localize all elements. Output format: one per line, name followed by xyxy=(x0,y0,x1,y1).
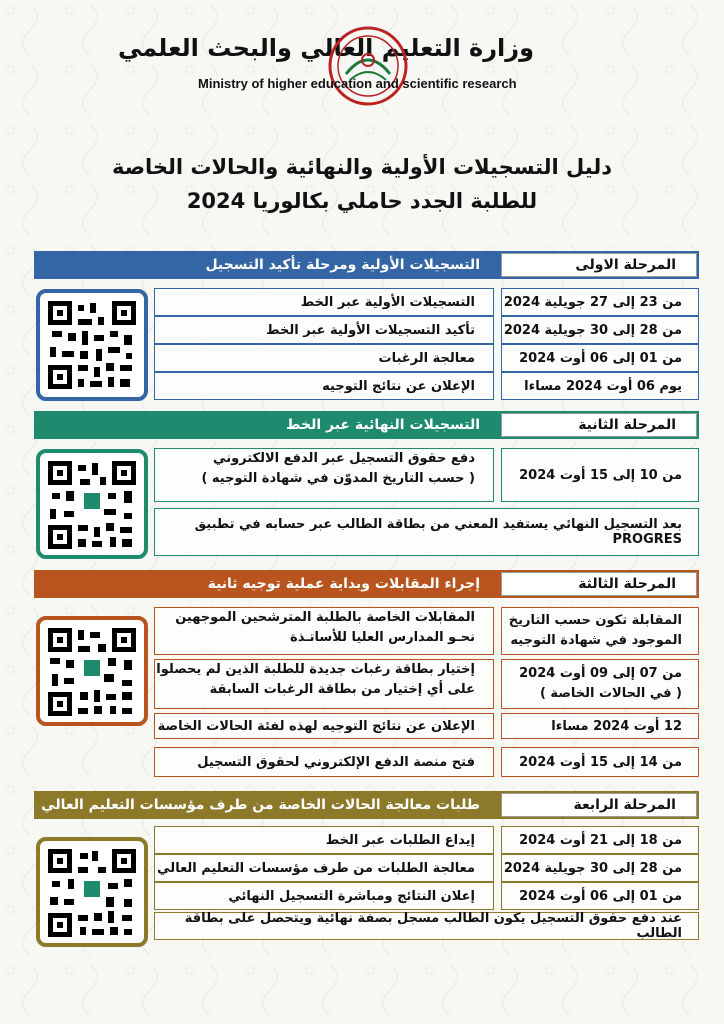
stage-3-row-2 xyxy=(154,659,699,709)
row-description-line-1: إختيار بطاقة رغبات جديدة للطلبة الذين لم يحصلوا xyxy=(156,662,475,677)
row-date: من 28 إلى 30 جويلية 2024 xyxy=(501,854,699,882)
qr-icon xyxy=(48,461,136,549)
row-date: 12 أوت 2024 مساءا xyxy=(501,713,699,739)
stage-3-name: المرحلة الثالثة xyxy=(501,572,697,596)
stage-2-heading: التسجيلات النهائية عبر الخط xyxy=(286,417,480,433)
row-description: معالجة الطلبات من طرف مؤسسات التعليم العالي xyxy=(154,854,494,882)
row-description-line-1: المقابلات الخاصة بالطلبة المترشحين الموجهين xyxy=(175,610,475,625)
stage-2-row-1 xyxy=(154,448,699,502)
stage-4-qr-code[interactable] xyxy=(36,837,148,947)
row-description-line-2: على أي إختيار من بطاقة الرغبات السابقة xyxy=(209,682,475,697)
stage-1-row-4 xyxy=(154,372,699,400)
stage-4-note xyxy=(154,912,699,940)
stage-4-name: المرحلة الرابعة xyxy=(501,793,697,817)
row-date-line-2: الموجود في شهادة التوجيه xyxy=(510,633,682,648)
row-description: إعلان النتائج ومباشرة التسجيل النهائي xyxy=(154,882,494,910)
row-description: التسجيلات الأولية عبر الخط xyxy=(154,288,494,316)
stage-4-row-1 xyxy=(154,826,699,854)
row-date: يوم 06 أوت 2024 مساءا xyxy=(501,372,699,400)
row-date xyxy=(501,659,699,709)
row-description-line-2: ( حسب التاريخ المدوّن في شهادة التوجيه ) xyxy=(201,471,475,486)
stage-4-header xyxy=(34,791,699,819)
row-date: من 14 إلى 15 أوت 2024 xyxy=(501,747,699,777)
row-description: الإعلان عن نتائج التوجيه xyxy=(154,372,494,400)
stage-4-row-3 xyxy=(154,882,699,910)
row-date: من 18 إلى 21 أوت 2024 xyxy=(501,826,699,854)
qr-icon xyxy=(48,628,136,716)
stage-2 xyxy=(34,411,699,561)
ministry-header xyxy=(0,18,724,98)
stage-1-row-1 xyxy=(154,288,699,316)
stage-3-heading: إجراء المقابلات وبداية عملية توجيه ثانية xyxy=(207,576,480,592)
row-description-line-2: نحـو المدارس العليا للأساتـذة xyxy=(290,630,475,645)
stage-3-header xyxy=(34,570,699,598)
ministry-name-english: Ministry of higher education and scientific research xyxy=(198,76,517,91)
row-description-line-1: دفع حقوق التسجيل عبر الدفع الالكتروني xyxy=(213,451,475,466)
row-description xyxy=(154,448,494,502)
stage-3 xyxy=(34,570,699,780)
ministry-logo-icon xyxy=(326,24,410,108)
row-description: فتح منصة الدفع الإلكتروني لحقوق التسجيل xyxy=(154,747,494,777)
row-date: من 01 إلى 06 أوت 2024 xyxy=(501,882,699,910)
stage-1-qr-code[interactable] xyxy=(36,289,148,401)
row-description: الإعلان عن نتائج التوجيه لهذه لفئة الحالات الخاصة xyxy=(154,713,494,739)
stage-3-row-1 xyxy=(154,607,699,655)
stage-2-note xyxy=(154,508,699,556)
title-line-2: للطلبة الجدد حاملي بكالوريا 2024 xyxy=(186,189,538,213)
stage-3-qr-code[interactable] xyxy=(36,616,148,726)
stage-1 xyxy=(34,251,699,401)
row-date: من 28 إلى 30 جويلية 2024 xyxy=(501,316,699,344)
stage-2-header xyxy=(34,411,699,439)
stage-1-header xyxy=(34,251,699,279)
stage-1-row-2 xyxy=(154,316,699,344)
row-description: إيداع الطلبات عبر الخط xyxy=(154,826,494,854)
stage-2-note-text: بعد التسجيل النهائي يستفيد المعني من بطاقة الطالب عبر حسابه في تطبيق PROGRES xyxy=(154,508,699,556)
ministry-name-arabic: وزارة التعليم العالي والبحث العلمي xyxy=(117,34,534,62)
stage-2-name: المرحلة الثانية xyxy=(501,413,697,437)
row-date-line-1: المقابلة تكون حسب التاريخ xyxy=(508,613,682,628)
row-date xyxy=(501,607,699,655)
title-line-1: دليل التسجيلات الأولية والنهائية والحالات الخاصة xyxy=(111,155,613,179)
row-description: تأكيد التسجيلات الأولية عبر الخط xyxy=(154,316,494,344)
stage-4-row-2 xyxy=(154,854,699,882)
stage-1-name: المرحلة الاولى xyxy=(501,253,697,277)
stage-1-heading: التسجيلات الأولية ومرحلة تأكيد التسجيل xyxy=(205,257,480,273)
row-date: من 23 إلى 27 جويلية 2024 xyxy=(501,288,699,316)
row-date-line-2: ( في الحالات الخاصة ) xyxy=(539,686,682,701)
stage-4-note-text: عند دفع حقوق التسجيل يكون الطالب مسجل بصفة نهائية ويتحصل على بطاقة الطالب xyxy=(154,912,699,940)
stage-4-heading: طلبات معالجة الحالات الخاصة من طرف مؤسسات التعليم العالي xyxy=(41,797,480,813)
stage-1-row-3 xyxy=(154,344,699,372)
stage-3-row-4 xyxy=(154,747,699,777)
stage-4 xyxy=(34,791,699,951)
row-date: من 01 إلى 06 أوت 2024 xyxy=(501,344,699,372)
row-date: من 10 إلى 15 أوت 2024 xyxy=(501,448,699,502)
row-date-line-1: من 07 إلى 09 أوت 2024 xyxy=(519,666,682,681)
row-description xyxy=(154,659,494,709)
qr-icon xyxy=(48,301,136,389)
row-description xyxy=(154,607,494,655)
qr-icon xyxy=(48,849,136,937)
stage-2-qr-code[interactable] xyxy=(36,449,148,559)
row-description: معالجة الرغبات xyxy=(154,344,494,372)
stage-3-row-3 xyxy=(154,713,699,739)
page-title xyxy=(0,150,724,218)
